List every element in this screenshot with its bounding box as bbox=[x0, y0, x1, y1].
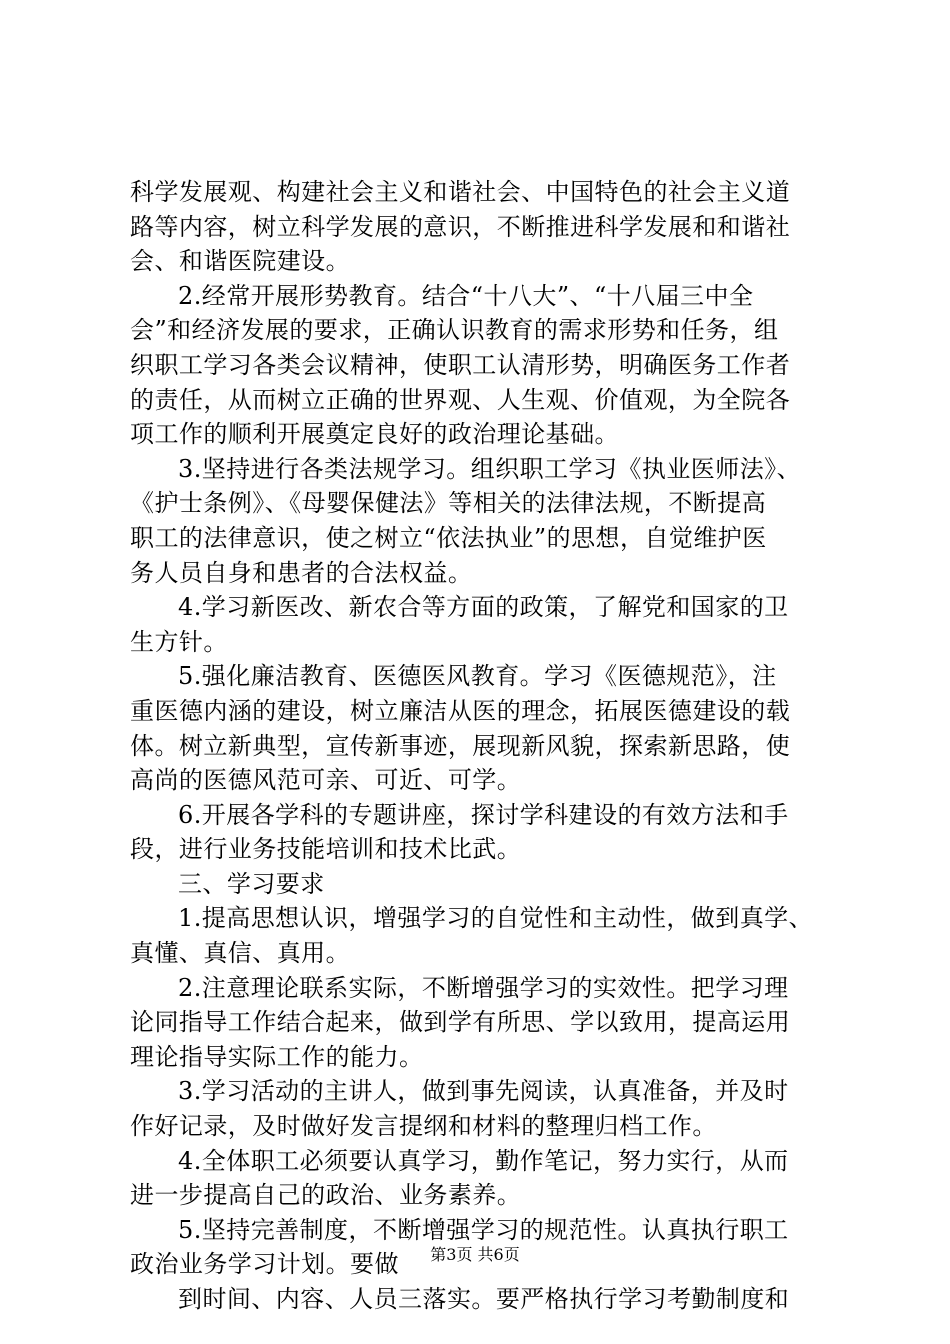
text-line: 6.开展各学科的专题讲座，探讨学科建设的有效方法和手 bbox=[178, 800, 789, 829]
section-heading: 三、学习要求 bbox=[178, 869, 325, 898]
text-line: 生方针。 bbox=[130, 627, 228, 656]
text-line: 织职工学习各类会议精神，使职工认清形势，明确医务工作者 bbox=[130, 350, 791, 379]
text-line: 5.强化廉洁教育、医德医风教育。学习《医德规范》，注 bbox=[178, 662, 777, 691]
text-line: 作好记录，及时做好发言提纲和材料的整理归档工作。 bbox=[130, 1112, 717, 1141]
text-line: 4.学习新医改、新农合等方面的政策，了解党和国家的卫 bbox=[178, 593, 789, 622]
text-line: 会、和谐医院建设。 bbox=[130, 247, 351, 276]
text-line: 体。树立新典型，宣传新事迹，展现新风貌，探索新思路，使 bbox=[130, 731, 791, 760]
text-line: 的责任，从而树立正确的世界观、人生观、价值观，为全院各 bbox=[130, 385, 791, 414]
text-line: 到时间、内容、人员三落实。要严格执行学习考勤制度和 bbox=[178, 1285, 790, 1313]
text-line: 进一步提高自己的政治、业务素养。 bbox=[130, 1181, 522, 1210]
text-line: 路等内容，树立科学发展的意识，不断推进科学发展和和谐社 bbox=[130, 212, 791, 241]
text-line: 科学发展观、构建社会主义和谐社会、中国特色的社会主义道 bbox=[130, 178, 791, 206]
text-line: 务人员自身和患者的合法权益。 bbox=[130, 558, 473, 587]
text-line: 理论指导实际工作的能力。 bbox=[130, 1042, 424, 1071]
text-line: 5.坚持完善制度，不断增强学习的规范性。认真执行职工 bbox=[178, 1215, 789, 1244]
text-line: 《护士条例》、《母婴保健法》等相关的法律法规，不断提高 bbox=[130, 489, 767, 518]
text-line: 2.经常开展形势教育。结合“十八大”、“十八届三中全 bbox=[178, 281, 754, 310]
text-line: 会”和经济发展的要求，正确认识教育的需求形势和任务，组 bbox=[130, 316, 779, 345]
text-line: 段，进行业务技能培训和技术比武。 bbox=[130, 835, 522, 864]
text-line: 3.坚持进行各类法规学习。组织职工学习《执业医师法》、 bbox=[178, 454, 802, 483]
text-line: 3.学习活动的主讲人，做到事先阅读，认真准备，并及时 bbox=[178, 1077, 789, 1106]
text-line: 论同指导工作结合起来，做到学有所思、学以致用，提高运用 bbox=[130, 1008, 791, 1037]
body-text bbox=[130, 175, 840, 1317]
text-line: 高尚的医德风范可亲、可近、可学。 bbox=[130, 766, 522, 795]
text-line: 项工作的顺利开展奠定良好的政治理论基础。 bbox=[130, 420, 619, 449]
text-line: 政治业务学习计划。要做 bbox=[130, 1250, 399, 1279]
page-number-footer: 第3页 共6页 bbox=[430, 1245, 520, 1264]
text-line: 1.提高思想认识，增强学习的自觉性和主动性，做到真学、 bbox=[178, 904, 814, 933]
text-line: 职工的法律意识，使之树立“依法执业”的思想，自觉维护医 bbox=[130, 523, 767, 552]
text-line: 真懂、真信、真用。 bbox=[130, 939, 351, 968]
text-line: 2.注意理论联系实际，不断增强学习的实效性。把学习理 bbox=[178, 973, 789, 1002]
text-line: 重医德内涵的建设，树立廉洁从医的理念，拓展医德建设的载 bbox=[130, 696, 791, 725]
text-line: 4.全体职工必须要认真学习，勤作笔记，努力实行，从而 bbox=[178, 1146, 789, 1175]
